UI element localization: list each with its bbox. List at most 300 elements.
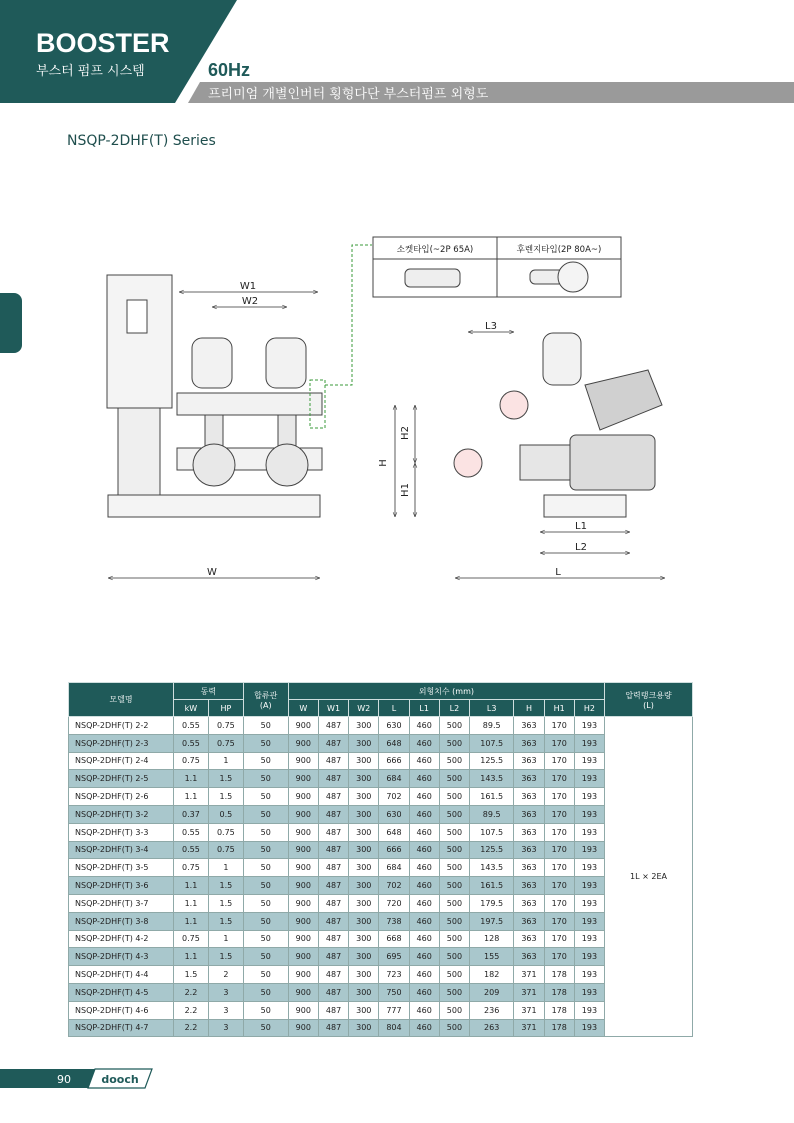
cell-h1: 178 [544, 1001, 574, 1019]
cell-l2: 500 [439, 752, 469, 770]
cell-l3: 179.5 [470, 894, 514, 912]
cell-w2: 300 [349, 859, 379, 877]
cell-l3: 161.5 [470, 877, 514, 895]
cell-h: 371 [514, 1019, 544, 1037]
cell-l: 630 [379, 805, 409, 823]
cell-w: 900 [288, 788, 318, 806]
cell-hp: 1.5 [208, 770, 243, 788]
cell-l2: 500 [439, 948, 469, 966]
cell-l2: 500 [439, 912, 469, 930]
cell-h2: 193 [574, 770, 604, 788]
cell-w: 900 [288, 770, 318, 788]
cell-h1: 178 [544, 1019, 574, 1037]
cell-kw: 1.5 [174, 966, 209, 984]
cell-model: NSQP-2DHF(T) 3-8 [69, 912, 174, 930]
th-combined-line2: (A) [259, 700, 272, 710]
dim-H2-label: H2 [400, 426, 411, 440]
cell-w: 900 [288, 823, 318, 841]
cell-h: 371 [514, 983, 544, 1001]
cell-h1: 170 [544, 930, 574, 948]
cell-w2: 300 [349, 912, 379, 930]
front-view [107, 275, 325, 517]
cell-h1: 170 [544, 841, 574, 859]
side-suction-flange [454, 449, 482, 477]
panel-stand [118, 408, 160, 496]
cell-w1: 487 [318, 770, 348, 788]
cell-w1: 487 [318, 894, 348, 912]
cell-w2: 300 [349, 823, 379, 841]
cell-h2: 193 [574, 805, 604, 823]
th-w2: W2 [349, 700, 379, 717]
cell-l: 723 [379, 966, 409, 984]
cell-l1: 460 [409, 912, 439, 930]
cell-w1: 487 [318, 859, 348, 877]
cell-kw: 0.55 [174, 841, 209, 859]
cell-tank-capacity: 1L × 2EA [605, 717, 693, 1037]
th-combined [243, 683, 288, 717]
cell-l3: 155 [470, 948, 514, 966]
header-subtitle: 부스터 펌프 시스템 [36, 64, 145, 79]
pump-riser-2 [278, 415, 296, 448]
cell-kw: 2.2 [174, 1019, 209, 1037]
cell-l: 648 [379, 734, 409, 752]
th-tank [605, 683, 693, 717]
cell-kw: 0.55 [174, 734, 209, 752]
cell-hp: 1.5 [208, 894, 243, 912]
cell-w2: 300 [349, 1001, 379, 1019]
cell-h1: 178 [544, 966, 574, 984]
footer-page-block [0, 1069, 95, 1088]
cell-h: 363 [514, 859, 544, 877]
cell-w1: 487 [318, 805, 348, 823]
cell-h: 363 [514, 912, 544, 930]
cell-w1: 487 [318, 966, 348, 984]
cell-h: 371 [514, 1001, 544, 1019]
page-header [0, 0, 794, 103]
cell-hp: 3 [208, 1019, 243, 1037]
cell-h: 363 [514, 894, 544, 912]
cell-model: NSQP-2DHF(T) 4-2 [69, 930, 174, 948]
cell-l1: 460 [409, 770, 439, 788]
cell-h: 363 [514, 948, 544, 966]
cell-w2: 300 [349, 788, 379, 806]
table-row [69, 1001, 693, 1019]
dim-L1-label: L1 [575, 521, 587, 532]
cell-l1: 460 [409, 805, 439, 823]
cell-w2: 300 [349, 877, 379, 895]
side-discharge-flange [500, 391, 528, 419]
cell-hp: 0.75 [208, 717, 243, 735]
th-w1: W1 [318, 700, 348, 717]
cell-w: 900 [288, 841, 318, 859]
cell-hp: 1.5 [208, 788, 243, 806]
th-dims: 외형치수 (mm) [288, 683, 604, 700]
table-row [69, 788, 693, 806]
cell-l: 702 [379, 788, 409, 806]
cell-h2: 193 [574, 1001, 604, 1019]
cell-model: NSQP-2DHF(T) 3-6 [69, 877, 174, 895]
cell-w1: 487 [318, 948, 348, 966]
cell-kw: 1.1 [174, 877, 209, 895]
cell-l2: 500 [439, 788, 469, 806]
spec-table [68, 682, 693, 1037]
cell-h2: 193 [574, 930, 604, 948]
cell-hp: 0.5 [208, 805, 243, 823]
cell-w: 900 [288, 912, 318, 930]
cell-l1: 460 [409, 966, 439, 984]
cell-hp: 0.75 [208, 823, 243, 841]
cell-kw: 0.37 [174, 805, 209, 823]
cell-w: 900 [288, 894, 318, 912]
cell-h: 363 [514, 788, 544, 806]
cell-l3: 107.5 [470, 734, 514, 752]
table-row [69, 930, 693, 948]
cell-l1: 460 [409, 859, 439, 877]
cell-l: 702 [379, 877, 409, 895]
table-row [69, 770, 693, 788]
cell-w: 900 [288, 877, 318, 895]
cell-h1: 170 [544, 877, 574, 895]
cell-l1: 460 [409, 1019, 439, 1037]
table-row [69, 805, 693, 823]
cell-model: NSQP-2DHF(T) 3-7 [69, 894, 174, 912]
cell-kw: 1.1 [174, 912, 209, 930]
cell-l3: 182 [470, 966, 514, 984]
cell-h: 363 [514, 734, 544, 752]
cell-model: NSQP-2DHF(T) 2-5 [69, 770, 174, 788]
connection-detail-box [373, 237, 621, 297]
cell-w1: 487 [318, 752, 348, 770]
cell-l1: 460 [409, 752, 439, 770]
cell-h2: 193 [574, 752, 604, 770]
table-row [69, 877, 693, 895]
cell-h: 363 [514, 930, 544, 948]
cell-kw: 0.75 [174, 752, 209, 770]
side-motor [570, 435, 655, 490]
cell-hp: 1.5 [208, 948, 243, 966]
cell-w2: 300 [349, 770, 379, 788]
cell-l2: 500 [439, 734, 469, 752]
cell-hp: 1.5 [208, 912, 243, 930]
cell-l: 684 [379, 859, 409, 877]
cell-l: 666 [379, 841, 409, 859]
cell-w: 900 [288, 717, 318, 735]
cell-model: NSQP-2DHF(T) 2-3 [69, 734, 174, 752]
cell-h2: 193 [574, 894, 604, 912]
cell-l3: 125.5 [470, 752, 514, 770]
cell-l: 720 [379, 894, 409, 912]
th-power: 동력 [174, 683, 244, 700]
cell-w: 900 [288, 966, 318, 984]
cell-w: 900 [288, 948, 318, 966]
cell-h1: 170 [544, 948, 574, 966]
brand-logo: dooch [101, 1073, 139, 1086]
cell-model: NSQP-2DHF(T) 4-4 [69, 966, 174, 984]
cell-combined: 50 [243, 1019, 288, 1037]
cell-w2: 300 [349, 966, 379, 984]
th-l1: L1 [409, 700, 439, 717]
cell-h2: 193 [574, 788, 604, 806]
cell-h2: 193 [574, 877, 604, 895]
cell-combined: 50 [243, 734, 288, 752]
cell-l1: 460 [409, 983, 439, 1001]
cell-w2: 300 [349, 1019, 379, 1037]
cell-l3: 236 [470, 1001, 514, 1019]
cell-w: 900 [288, 1001, 318, 1019]
page-number: 90 [57, 1073, 71, 1086]
cell-h1: 170 [544, 912, 574, 930]
cell-kw: 0.75 [174, 930, 209, 948]
cell-h1: 170 [544, 788, 574, 806]
cell-l1: 460 [409, 894, 439, 912]
cell-h1: 170 [544, 717, 574, 735]
dim-W-label: W [207, 567, 217, 578]
cell-combined: 50 [243, 948, 288, 966]
cell-h: 371 [514, 966, 544, 984]
cell-l2: 500 [439, 859, 469, 877]
cell-l3: 161.5 [470, 788, 514, 806]
cell-l: 648 [379, 823, 409, 841]
cell-l: 668 [379, 930, 409, 948]
th-w: W [288, 700, 318, 717]
cell-l2: 500 [439, 770, 469, 788]
cell-kw: 2.2 [174, 983, 209, 1001]
cell-w2: 300 [349, 983, 379, 1001]
header-desc: 프리미엄 개별인버터 횡형다단 부스터펌프 외형도 [208, 87, 489, 102]
cell-w2: 300 [349, 752, 379, 770]
cell-kw: 0.55 [174, 717, 209, 735]
table-row [69, 734, 693, 752]
th-l2: L2 [439, 700, 469, 717]
cell-h2: 193 [574, 841, 604, 859]
cell-w2: 300 [349, 734, 379, 752]
cell-h1: 170 [544, 734, 574, 752]
pressure-tank-2 [266, 338, 306, 388]
cell-l: 684 [379, 770, 409, 788]
cell-l2: 500 [439, 930, 469, 948]
cell-combined: 50 [243, 966, 288, 984]
cell-l3: 89.5 [470, 717, 514, 735]
cell-l2: 500 [439, 966, 469, 984]
cell-w2: 300 [349, 717, 379, 735]
cell-hp: 3 [208, 983, 243, 1001]
cell-model: NSQP-2DHF(T) 4-3 [69, 948, 174, 966]
cell-w1: 487 [318, 788, 348, 806]
header-freq: 60Hz [208, 60, 251, 80]
cell-hp: 1 [208, 930, 243, 948]
dimension-drawing [95, 235, 695, 595]
cell-hp: 2 [208, 966, 243, 984]
cell-combined: 50 [243, 912, 288, 930]
cell-h2: 193 [574, 983, 604, 1001]
cell-l2: 500 [439, 805, 469, 823]
page-footer [0, 1066, 794, 1090]
cell-w: 900 [288, 859, 318, 877]
cell-w2: 300 [349, 948, 379, 966]
side-pump-stages [520, 445, 570, 480]
th-tank-line1: 압력탱크용량 [625, 690, 672, 700]
th-combined-line1: 합류관 [254, 690, 278, 700]
th-hp: HP [208, 700, 243, 717]
th-tank-line2: (L) [643, 700, 654, 710]
cell-kw: 2.2 [174, 1001, 209, 1019]
cell-l1: 460 [409, 717, 439, 735]
cell-h: 363 [514, 841, 544, 859]
cell-l3: 263 [470, 1019, 514, 1037]
cell-l1: 460 [409, 1001, 439, 1019]
discharge-header [177, 393, 322, 415]
dim-H-label: H [378, 459, 389, 467]
dim-L2-label: L2 [575, 542, 587, 553]
cell-h2: 193 [574, 734, 604, 752]
table-row [69, 717, 693, 735]
cell-h: 363 [514, 805, 544, 823]
cell-model: NSQP-2DHF(T) 4-5 [69, 983, 174, 1001]
cell-w1: 487 [318, 823, 348, 841]
cell-hp: 0.75 [208, 734, 243, 752]
table-row [69, 859, 693, 877]
cell-combined: 50 [243, 717, 288, 735]
cell-model: NSQP-2DHF(T) 4-6 [69, 1001, 174, 1019]
table-row [69, 841, 693, 859]
side-view [454, 333, 662, 517]
cell-w1: 487 [318, 1001, 348, 1019]
socket-type-label: 소켓타입(~2P 65A) [396, 245, 474, 255]
cell-w2: 300 [349, 805, 379, 823]
dim-W1-label: W1 [239, 281, 257, 292]
cell-l2: 500 [439, 841, 469, 859]
cell-combined: 50 [243, 859, 288, 877]
cell-h1: 170 [544, 752, 574, 770]
cell-h1: 170 [544, 894, 574, 912]
table-row [69, 912, 693, 930]
th-h2: H2 [574, 700, 604, 717]
header-title: BOOSTER [36, 28, 170, 58]
th-kw: kW [174, 700, 209, 717]
cell-l: 738 [379, 912, 409, 930]
cell-l: 666 [379, 752, 409, 770]
cell-l2: 500 [439, 1001, 469, 1019]
cell-w1: 487 [318, 912, 348, 930]
cell-l1: 460 [409, 788, 439, 806]
cell-h2: 193 [574, 1019, 604, 1037]
cell-w1: 487 [318, 734, 348, 752]
side-inverter [585, 370, 662, 430]
cell-combined: 50 [243, 983, 288, 1001]
cell-l1: 460 [409, 841, 439, 859]
cell-model: NSQP-2DHF(T) 3-4 [69, 841, 174, 859]
cell-hp: 1.5 [208, 877, 243, 895]
cell-h2: 193 [574, 948, 604, 966]
cell-model: NSQP-2DHF(T) 2-6 [69, 788, 174, 806]
control-panel [107, 275, 172, 408]
cell-l1: 460 [409, 930, 439, 948]
dim-W2-label: W2 [241, 296, 259, 307]
cell-combined: 50 [243, 823, 288, 841]
cell-h: 363 [514, 752, 544, 770]
cell-hp: 1 [208, 859, 243, 877]
base-frame [108, 495, 320, 517]
spec-table-body [69, 717, 693, 1037]
cell-h2: 193 [574, 717, 604, 735]
cell-h: 363 [514, 823, 544, 841]
cell-l: 695 [379, 948, 409, 966]
cell-w2: 300 [349, 841, 379, 859]
cell-combined: 50 [243, 770, 288, 788]
cell-hp: 1 [208, 752, 243, 770]
cell-kw: 1.1 [174, 770, 209, 788]
cell-combined: 50 [243, 788, 288, 806]
cell-l2: 500 [439, 1019, 469, 1037]
cell-w: 900 [288, 752, 318, 770]
cell-model: NSQP-2DHF(T) 2-4 [69, 752, 174, 770]
cell-l: 750 [379, 983, 409, 1001]
cell-h: 363 [514, 877, 544, 895]
cell-h1: 170 [544, 805, 574, 823]
cell-l1: 460 [409, 823, 439, 841]
cell-h: 363 [514, 717, 544, 735]
cell-l3: 143.5 [470, 859, 514, 877]
th-l: L [379, 700, 409, 717]
cell-combined: 50 [243, 1001, 288, 1019]
cell-l2: 500 [439, 894, 469, 912]
cell-l1: 460 [409, 877, 439, 895]
pump-body-2 [266, 444, 308, 486]
cell-kw: 1.1 [174, 894, 209, 912]
cell-w2: 300 [349, 930, 379, 948]
cell-h: 363 [514, 770, 544, 788]
cell-w: 900 [288, 734, 318, 752]
cell-model: NSQP-2DHF(T) 3-2 [69, 805, 174, 823]
cell-l1: 460 [409, 734, 439, 752]
socket-icon [405, 269, 460, 287]
cell-h1: 170 [544, 859, 574, 877]
cell-h1: 170 [544, 770, 574, 788]
cell-model: NSQP-2DHF(T) 4-7 [69, 1019, 174, 1037]
table-row [69, 823, 693, 841]
cell-w1: 487 [318, 1019, 348, 1037]
side-base [544, 495, 626, 517]
th-model: 모델명 [69, 683, 174, 717]
cell-w: 900 [288, 805, 318, 823]
table-row [69, 948, 693, 966]
cell-combined: 50 [243, 841, 288, 859]
cell-h2: 193 [574, 966, 604, 984]
cell-h2: 193 [574, 859, 604, 877]
th-h: H [514, 700, 544, 717]
cell-w: 900 [288, 930, 318, 948]
cell-w1: 487 [318, 877, 348, 895]
cell-l2: 500 [439, 823, 469, 841]
cell-model: NSQP-2DHF(T) 3-5 [69, 859, 174, 877]
side-pressure-tank [543, 333, 581, 385]
table-row [69, 983, 693, 1001]
cell-l3: 125.5 [470, 841, 514, 859]
cell-w1: 487 [318, 841, 348, 859]
cell-kw: 1.1 [174, 948, 209, 966]
cell-hp: 3 [208, 1001, 243, 1019]
cell-l: 777 [379, 1001, 409, 1019]
flange-type-label: 후렌지타입(2P 80A~) [516, 245, 602, 255]
cell-h1: 170 [544, 823, 574, 841]
cell-l2: 500 [439, 983, 469, 1001]
cell-model: NSQP-2DHF(T) 2-2 [69, 717, 174, 735]
series-title: NSQP-2DHF(T) Series [67, 133, 216, 149]
cell-l3: 128 [470, 930, 514, 948]
cell-combined: 50 [243, 930, 288, 948]
cell-w1: 487 [318, 930, 348, 948]
cell-w1: 487 [318, 717, 348, 735]
